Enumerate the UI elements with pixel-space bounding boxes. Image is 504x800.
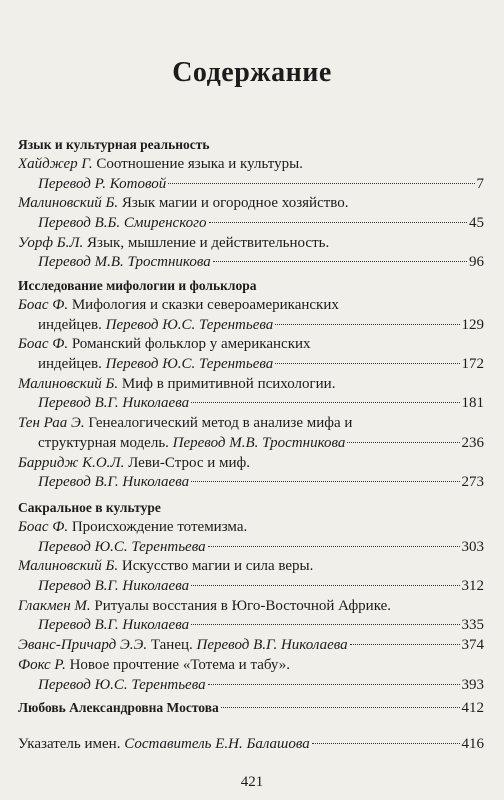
toc-entry [18,597,484,636]
toc-entry [18,557,484,596]
index-entry [18,735,484,755]
entry-page: 7 [476,175,484,192]
entry-title: Искусство магии и сила веры. [121,558,314,575]
entry-translator: Перевод В.Г. Николаева [38,474,190,491]
entry-author: Малиновский Б. [18,375,119,392]
entry-title: Миф в примитивной психологии. [121,375,336,392]
entry-title: Романский фольклор у американских [71,336,311,353]
page-number: 421 [240,774,264,790]
toc-entry [18,656,484,695]
entry-author: Боас Ф. [18,519,69,535]
entry-title: индейцев. [38,356,102,373]
toc-entry [18,414,484,453]
entry-translator: Перевод Ю.С. Терентьева [105,356,274,373]
entry-title: индейцев. [38,316,102,333]
section-mythology [18,276,484,493]
toc-entry [18,454,484,493]
entry-author: Хайджер Г. [18,156,93,172]
toc-entry [18,155,484,194]
entry-page: 416 [461,736,484,752]
section-sacral [18,498,484,695]
toc-entry [18,194,484,233]
entry-translator: Перевод В.Г. Николаева [38,617,190,634]
entry-title: Танец. [150,637,193,654]
toc-entry [18,335,484,374]
section-heading: Сакральное в культуре [18,500,161,515]
entry-title: Леви-Строс и миф. [128,454,251,471]
entry-translator: Перевод Ю.С. Терентьева [105,316,274,333]
entry-page: 303 [461,538,484,555]
entry-page: 412 [461,700,484,716]
entry-page: 181 [461,395,484,412]
entry-translator: Перевод В.Г. Николаева [196,637,348,654]
entry-translator: Перевод В.Г. Николаева [38,578,190,595]
entry-page: 374 [461,637,484,654]
afterword-entry [18,698,484,718]
entry-title: Новое прочтение «Тотема и табу». [69,656,291,673]
entry-title: Соотношение языка и культуры. [96,156,303,172]
entry-translator: Перевод Ю.С. Терентьева [38,538,206,555]
entry-translator: Перевод Р. Котовой [38,175,167,192]
entry-author: Барридж К.О.Л. [18,454,125,471]
entry-author: Малиновский Б. [18,558,119,575]
entry-title: Мифология и сказки североамериканских [71,297,339,313]
entry-page: 273 [461,474,484,491]
entry-title: Ритуалы восстания в Юго-Восточной Африке. [94,597,392,614]
index-compiler: Составитель Е.Н. Балашова [124,736,310,752]
entry-author: Малиновский Б. [18,195,119,212]
entry-title: Происхождение тотемизма. [71,519,248,535]
afterword-title: Любовь Александровна Мостова [18,700,219,715]
page-title: Содержание [172,57,332,88]
index-title: Указатель имен. [18,736,121,752]
toc-entry [18,518,484,557]
toc-entry [18,636,484,656]
entry-page: 96 [469,254,484,271]
toc-entry [18,234,484,273]
entry-page: 236 [461,434,484,451]
section-heading: Язык и культурная реальность [18,137,210,152]
toc-entry [18,375,484,414]
entry-author: Боас Ф. [18,297,69,313]
entry-author: Эванс-Причард Э.Э. [18,637,148,654]
entry-translator: Перевод Ю.С. Терентьева [38,676,206,693]
entry-author: Уорф Б.Л. [18,234,84,251]
toc-entry [18,296,484,335]
entry-page: 172 [461,356,484,373]
entry-translator: Перевод М.В. Тростникова [172,434,346,451]
entry-page: 312 [461,578,484,595]
entry-translator: Перевод М.В. Тростникова [38,254,211,271]
entry-title: Язык, мышление и действительность. [87,234,330,251]
entry-page: 45 [469,215,484,232]
entry-author: Глакмен М. [18,597,91,614]
entry-title: Язык магии и огородное хозяйство. [121,195,349,212]
entry-page: 393 [461,676,484,693]
entry-author: Тен Раа Э. [18,415,85,432]
entry-author: Фокс Р. [18,656,66,673]
entry-page: 335 [461,617,484,634]
entry-title: структурная модель. [38,434,169,451]
section-heading: Исследование мифологии и фольклора [18,278,257,293]
entry-author: Боас Ф. [18,336,69,353]
entry-translator: Перевод В.Б. Смиренского [38,215,207,232]
section-language [18,135,484,273]
entry-title: Генеалогический метод в анализе мифа и [88,415,353,432]
entry-page: 129 [461,316,484,333]
entry-translator: Перевод В.Г. Николаева [38,395,190,412]
